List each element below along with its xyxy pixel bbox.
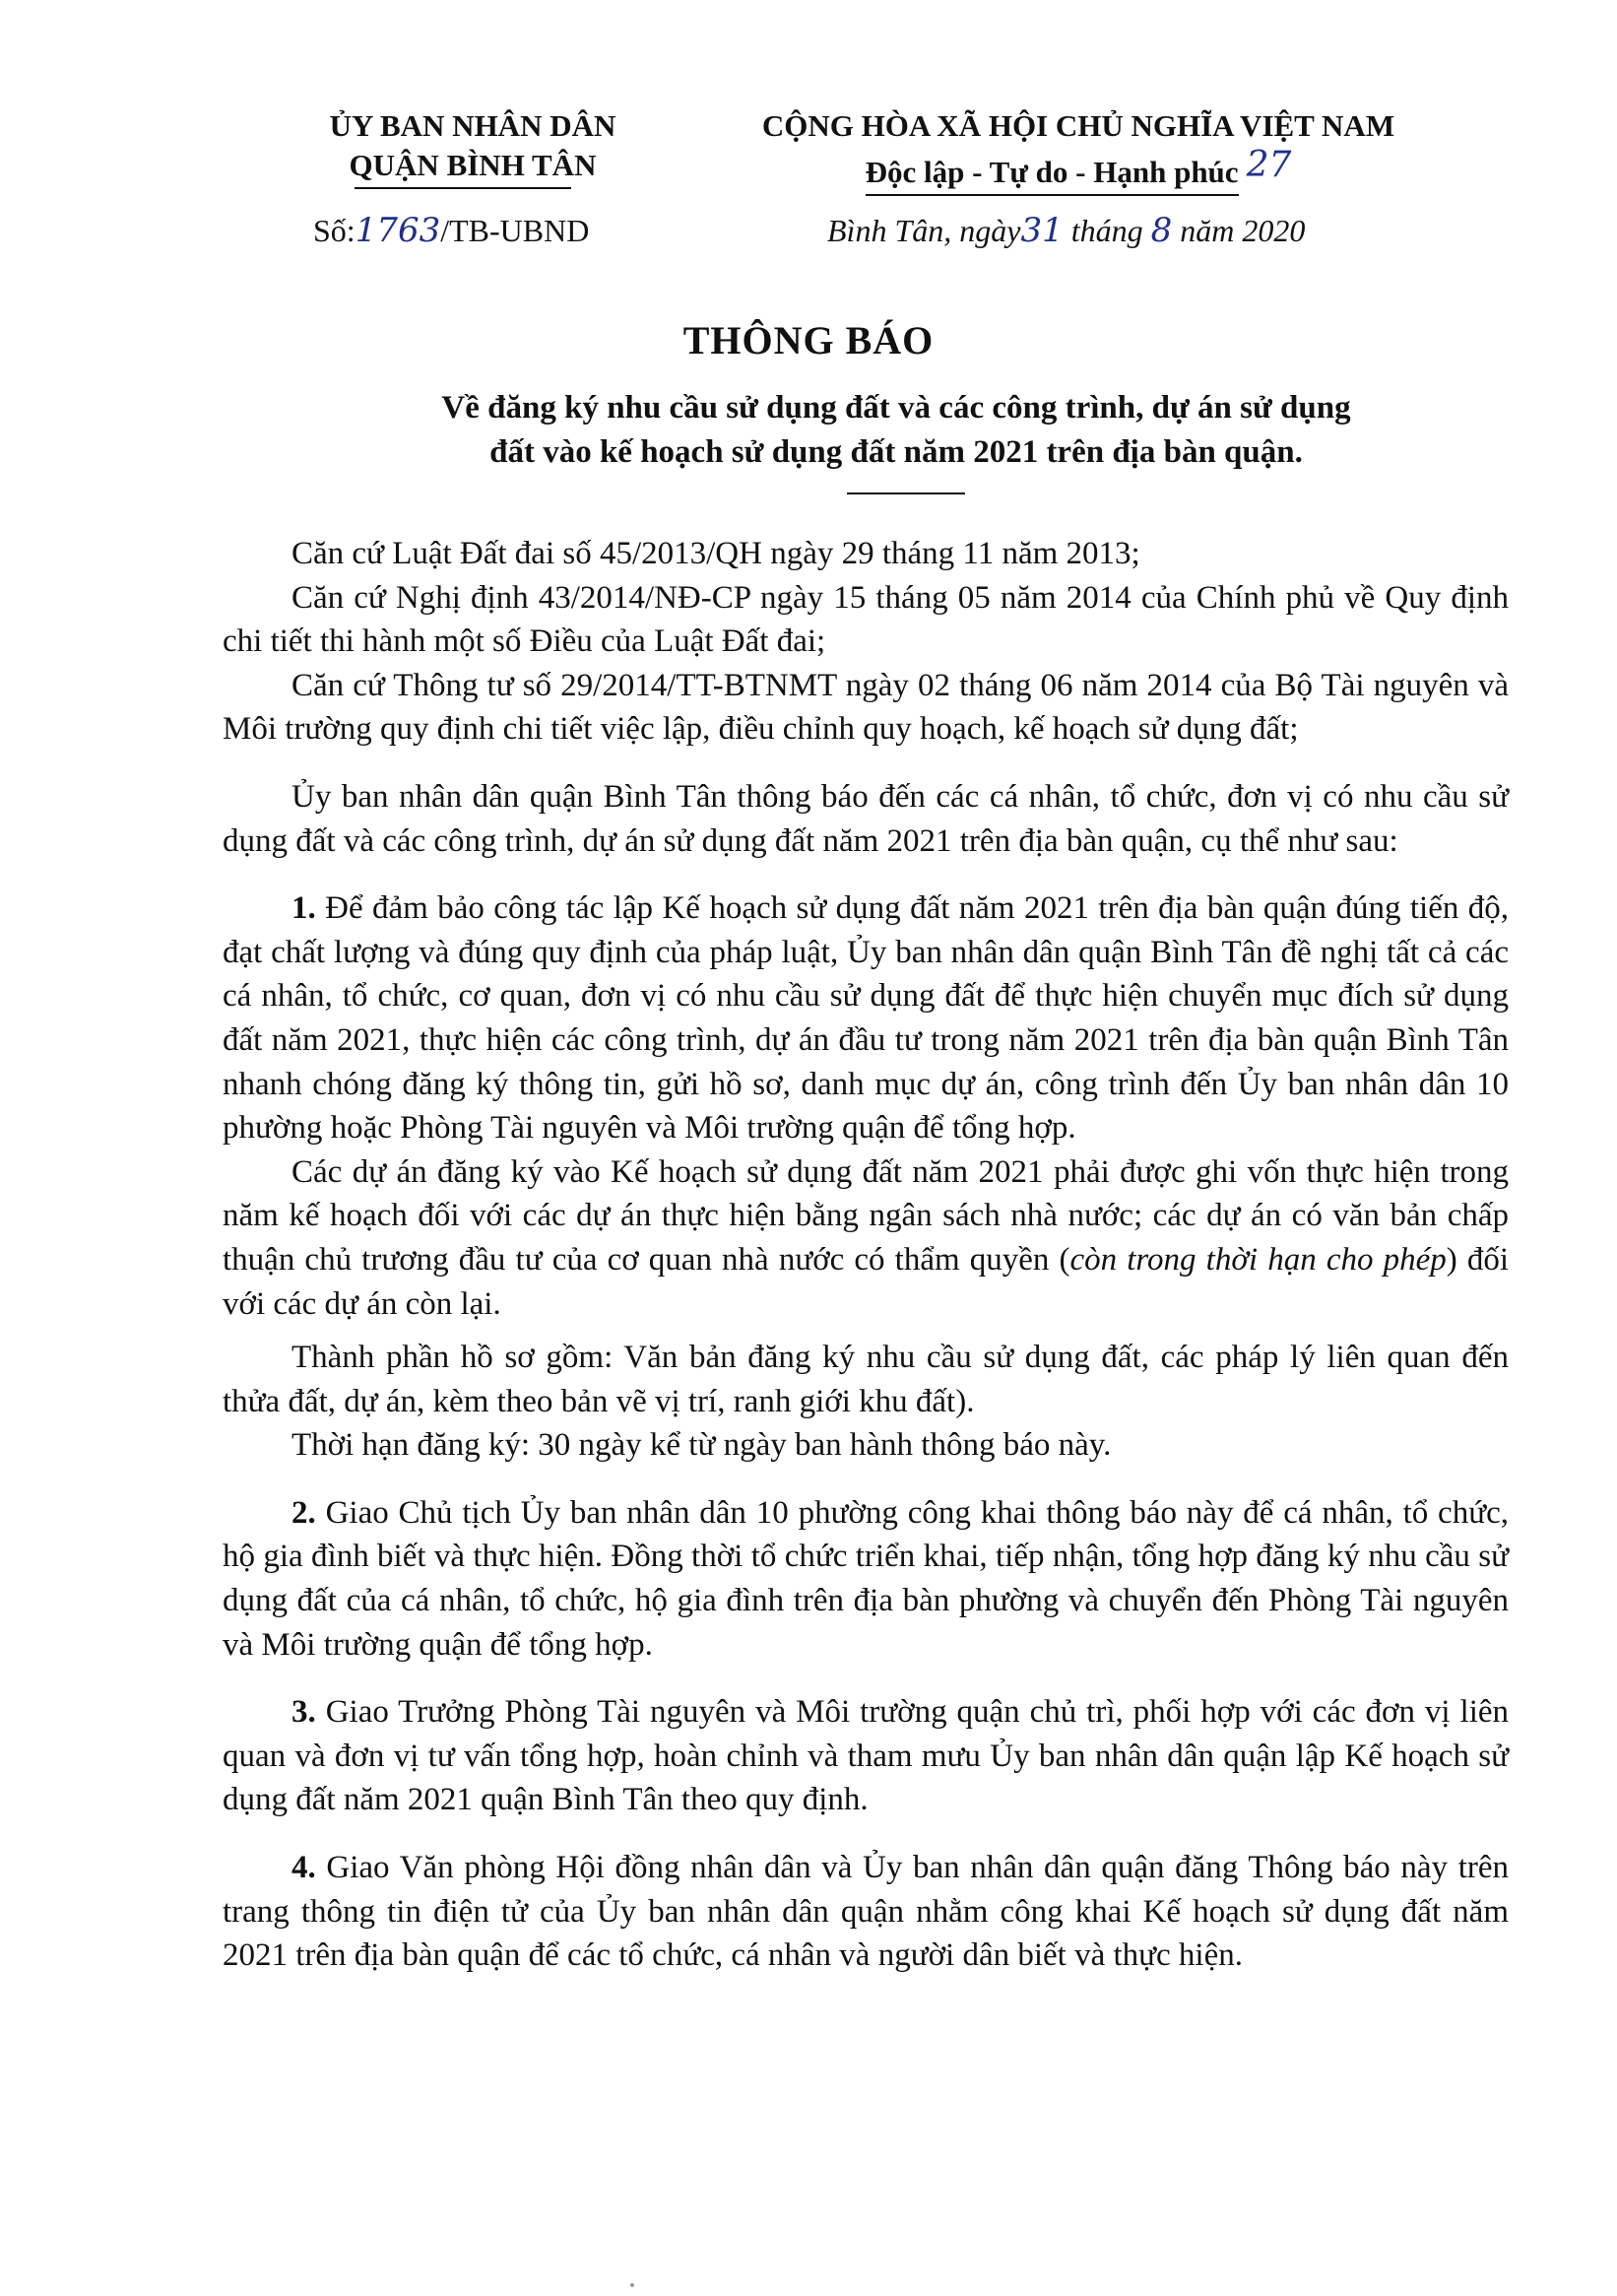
item-1 — [223, 886, 1509, 1150]
day-handwritten: 31 — [1020, 211, 1064, 250]
item-1-number: 1. — [291, 890, 316, 927]
item-3-number: 3. — [291, 1694, 316, 1731]
document-subtitle — [325, 386, 1467, 475]
item-3-text: Giao Trưởng Phòng Tài nguyên và Môi trường quận chủ trì, phối hợp với các đơn vị liên quan và đơn vị tư vấn tổng hợp, hoàn chỉnh và tham mưu Ủy ban nhân dân quận lập Kế hoạch sử dụng đất năm 2021 quận Bình Tân theo quy định. — [223, 1694, 1510, 1818]
national-motto: Độc lập - Tự do - Hạnh phúc — [866, 153, 1239, 196]
item-2-number: 2. — [291, 1494, 316, 1531]
deadline-paragraph: Thời hạn đăng ký: 30 ngày kể từ ngày ban hành thông báo này. — [291, 1427, 1112, 1464]
month-handwritten: 8 — [1150, 211, 1173, 250]
place-prefix: Bình Tân, ngày — [827, 213, 1021, 248]
document-number — [313, 211, 589, 250]
authority-underline — [355, 187, 571, 189]
authority-line-1: ỦY BAN NHÂN DÂN — [329, 108, 616, 143]
item-3 — [223, 1690, 1509, 1822]
item-2 — [223, 1491, 1509, 1667]
item-4 — [223, 1846, 1509, 1978]
issuing-authority — [266, 106, 679, 185]
item-2-text: Giao Chủ tịch Ủy ban nhân dân 10 phường công khai thông báo này để cá nhân, tổ chức, hộ gia đình biết và thực hiện. Đồng thời tổ chức triển khai, tiếp nhận, tổng hợp đăng ký nhu cầu sử dụng đất của cá nhân, tổ chức, hộ gia đình trên địa bàn phường và chuyển đến Phòng Tài nguyên và Môi trường quận để tổng hợp. — [223, 1494, 1509, 1663]
handwritten-mark: 27 — [1246, 145, 1292, 185]
subtitle-line-2: đất vào kế hoạch sử dụng đất năm 2021 trên địa bàn quận. — [489, 434, 1303, 470]
document-title: THÔNG BÁO — [682, 318, 935, 362]
intro-paragraph: Ủy ban nhân dân quận Bình Tân thông báo đến các cá nhân, tổ chức, đơn vị có nhu cầu sử dụng đất và các công trình, dự án sử dụng đất năm 2021 trên địa bàn quận, cụ thể như sau: — [223, 778, 1509, 859]
doc-number-suffix: /TB-UBND — [440, 213, 590, 248]
legal-basis-3: Căn cứ Thông tư số 29/2014/TT-BTNMT ngày 02 tháng 06 năm 2014 của Bộ Tài nguyên và Môi trường quy định chi tiết việc lập, điều chỉnh quy hoạch, kế hoạch sử dụng đất; — [223, 667, 1509, 748]
item-1-paragraph-2 — [223, 1150, 1509, 1326]
document-body — [223, 532, 1509, 1978]
item-4-number: 4. — [291, 1850, 316, 1886]
month-label: tháng — [1070, 213, 1143, 248]
subtitle-underline — [847, 492, 965, 494]
item-1-p2-text-a: Các dự án đăng ký vào Kế hoạch sử dụng đất năm 2021 phải được ghi vốn thực hiện trong năm kế hoạch đối với các dự án thực hiện bằng ngân sách nhà nước; các dự án có văn bản chấp thuận chủ trương đầu tư của cơ quan nhà nước có thẩm quyền ( — [223, 1153, 1509, 1278]
dossier-paragraph: Thành phần hồ sơ gồm: Văn bản đăng ký nhu cầu sử dụng đất, các pháp lý liên quan đến thửa đất, dự án, kèm theo bản vẽ vị trí, ranh giới khu đất). — [223, 1340, 1509, 1419]
doc-number-prefix: Số: — [313, 213, 356, 248]
item-4-text: Giao Văn phòng Hội đồng nhân dân và Ủy ban nhân dân quận đăng Thông báo này trên trang thông tin điện tử của Ủy ban nhân dân quận nhằm công khai Kế hoạch sử dụng đất năm 2021 trên địa bàn quận để các tổ chức, cá nhân và người dân biết và thực hiện. — [223, 1850, 1510, 1974]
year-text: năm 2020 — [1180, 213, 1306, 248]
legal-basis-1: Căn cứ Luật Đất đai số 45/2013/QH ngày 29 tháng 11 năm 2013; — [291, 536, 1140, 571]
legal-basis-2: Căn cứ Nghị định 43/2014/NĐ-CP ngày 15 tháng 05 năm 2014 của Chính phủ về Quy định chi tiết thi hành một số Điều của Luật Đất đai; — [223, 579, 1509, 660]
doc-number-handwritten: 1763 — [355, 211, 441, 250]
scan-speck — [630, 2283, 634, 2287]
item-1-p2-italic: còn trong thời hạn cho phép — [1069, 1241, 1447, 1278]
item-1-p2-text-b: ) đối với các dự án còn lại. — [223, 1241, 1509, 1322]
item-1-text: Để đảm bảo công tác lập Kế hoạch sử dụng đất năm 2021 trên địa bàn quận đúng tiến độ, đạt chất lượng và đúng quy định của pháp luật, Ủy ban nhân dân quận Bình Tân đề nghị tất cả các cá nhân, tổ chức, cơ quan, đơn vị có nhu cầu sử dụng đất để thực hiện chuyển mục đích sử dụng đất năm 2021, thực hiện các công trình, dự án đầu tư trong năm 2021 trên địa bàn quận Bình Tân nhanh chóng đăng ký thông tin, gửi hồ sơ, danh mục dự án, công trình đến Ủy ban nhân dân 10 phường hoặc Phòng Tài nguyên và Môi trường quận để tổng hợp. — [223, 890, 1509, 1147]
authority-line-2: QUẬN BÌNH TÂN — [349, 148, 597, 182]
place-and-date — [827, 211, 1305, 250]
subtitle-line-1: Về đăng ký nhu cầu sử dụng đất và các công trình, dự án sử dụng — [441, 390, 1351, 426]
nation-title: CỘNG HÒA XÃ HỘI CHỦ NGHĨA VIỆT NAM — [761, 108, 1395, 143]
national-heading — [689, 106, 1467, 196]
